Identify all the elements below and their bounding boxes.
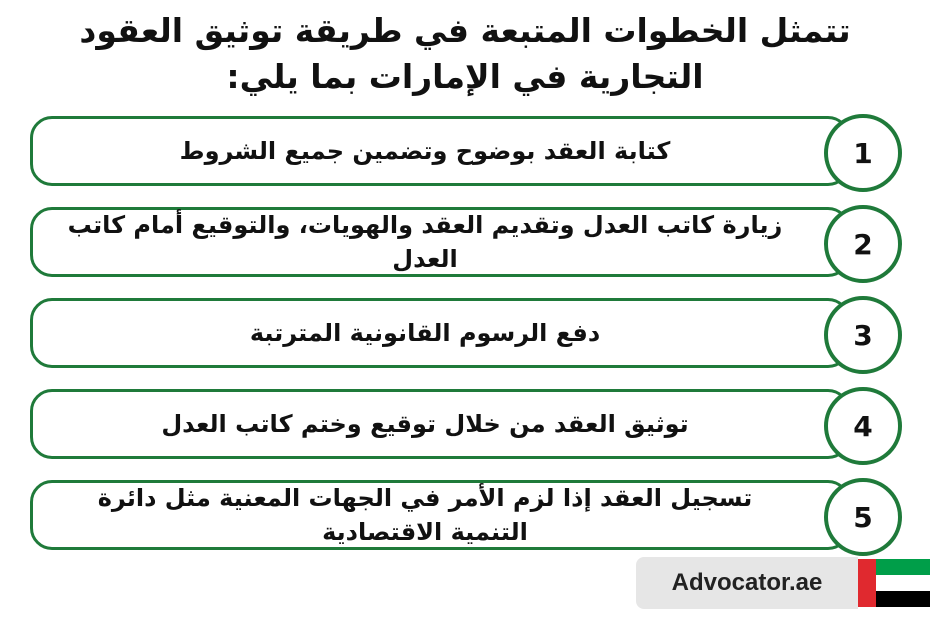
step-text: تسجيل العقد إذا لزم الأمر في الجهات المعنية مثل دائرة التنمية الاقتصادية	[97, 484, 753, 546]
uae-flag-icon	[858, 559, 930, 607]
step-text-box	[30, 207, 850, 277]
step-item	[30, 296, 900, 374]
step-number-badge	[824, 478, 902, 556]
step-number: 3	[853, 318, 873, 352]
step-item	[30, 205, 900, 283]
step-number: 4	[853, 409, 873, 443]
step-number: 2	[853, 227, 873, 261]
step-number: 1	[853, 136, 873, 170]
step-text: توثيق العقد من خلال توقيع وختم كاتب العدل	[161, 410, 689, 438]
step-text: زيارة كاتب العدل وتقديم العقد والهويات، والتوقيع أمام كاتب العدل	[67, 211, 783, 273]
title-line-1: تتمثل الخطوات المتبعة في طريقة توثيق العقود	[79, 11, 851, 50]
brand-label	[636, 557, 858, 609]
step-text-box	[30, 480, 850, 550]
step-text-box	[30, 298, 850, 368]
step-number-badge	[824, 114, 902, 192]
step-number-badge	[824, 296, 902, 374]
step-number-badge	[824, 387, 902, 465]
brand-text: Advocator.ae	[671, 569, 823, 596]
step-item	[30, 114, 900, 192]
title-line-2: التجارية في الإمارات بما يلي:	[226, 57, 704, 96]
step-number-badge	[824, 205, 902, 283]
step-text-box	[30, 389, 850, 459]
step-text-box	[30, 116, 850, 186]
step-number: 5	[853, 500, 873, 534]
step-item	[30, 478, 900, 556]
step-text: دفع الرسوم القانونية المترتبة	[249, 319, 601, 347]
step-item	[30, 387, 900, 465]
step-text: كتابة العقد بوضوح وتضمين جميع الشروط	[179, 137, 671, 165]
